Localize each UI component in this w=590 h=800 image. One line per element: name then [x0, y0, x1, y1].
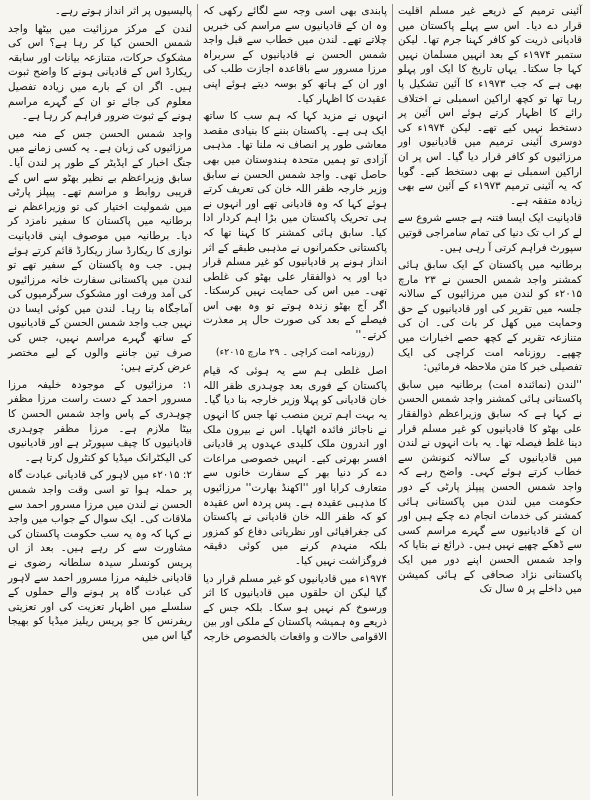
paragraph: انہوں نے مزید کہا کہ ہم سب کا ساتھ ایک ہی ہے۔ پاکستان بننے کا بنیادی مقصد معاشی طور پر انصاف نہ ملنا تھا۔ مذہبی آزادی تو ہمیں متحدہ ہندوستان میں بھی حاصل تھی۔ واجد شمس الحسن نے سابق وزیر خارجہ ظفر اللہ خان کی تعریف کرتے ہوئے کہا کہ وہ قادیانی تھے اور انہوں نے ہی تحریک پاکستان میں بڑا اہم کردار ادا کیا۔ سابق ہائی کمشنر کا کہنا تھا کہ پاکستانی حکمرانوں نے مذہبی طبقے کے اثر انداز ہونے پر قادیانیوں کو غیر مسلم قرار دیا اور یہ ذوالفقار علی بھٹو کی غلطی تھی۔ میں اس کی حمایت نہیں کرسکتا۔ اگر آج بھٹو زندہ ہوتے تو وہ بھی اس فیصلے کے بعد کی صورت حال پر معذرت کرتے۔'' [203, 110, 387, 342]
paragraph: واجد شمس الحسن جس کے منہ میں مرزائیوں کی زبان ہے۔ یہ کسی زمانے میں جنگ اخبار کے ایڈیٹر کے طور پر لندن آیا۔ سابق وزیراعظم بے نظیر بھٹو سے اس کے قریبی روابط و مراسم تھے۔ پیپلز پارٹی میں شمولیت اختیار کی تو وزیراعظم نے برطانیہ میں پاکستان کا سفیر نامزد کر دیا۔ برطانیہ میں موصوف اپنی قادیانیت نوازی کا ریکارڈ ساز ریکارڈ قائم کرتے ہوئے ہیں۔ جب وہ پاکستان کے سفیر تھے تو لندن میں پاکستانی سفارت خانہ مرزائیوں کی آمد ورفت اور مشکوک سرگرمیوں کی آماجگاہ بنا رہا۔ لندن میں کوئی ایسا دن نہیں جب واجد شمس الحسن کے قادیانیوں کے ساتھ گہرے مراسم نہیں، جس کی صرف تین جاننے والوں کے لیے مختصر عرض کرتے ہیں: [8, 127, 192, 374]
paragraph: پابندی بھی اسی وجہ سے لگائے رکھی کہ وہ ان کے قادیانیوں سے مراسم کی خبریں چلاتے تھے۔ لندن میں خطاب سے قبل واجد شمس الحسن نے قادیانیوں کے سربراہ مرزا مسرور سے باقاعدہ اجازت طلب کی اور ان کے ہاتھ کو بوسہ دیتے ہوئے اپنی عقیدت کا اظہار کیا۔ [203, 5, 387, 105]
paragraph: قادیانیت ایک ایسا فتنہ ہے جسے شروع سے لے کر اب تک دنیا کی تمام سامراجی قوتیں سپورٹ فراہم کرتی آ رہی ہیں۔ [398, 212, 582, 254]
paragraph: آئینی ترمیم کے ذریعے غیر مسلم اقلیت قرار دے دیا۔ اس سے پہلے پاکستان میں قادیانی ذریت کو کافر کہنا جرم تھا۔ لیکن ستمبر ۱۹۷۴ء کے بعد انہیں مسلمان نہیں کہا جا سکتا۔ یہاں تاریخ کا ایک اور پہلو بھی ہے کہ جب ۱۹۷۳ء کا آئین تشکیل پا رہا تھا تو کچھ اراکین اسمبلی نے اختلاف رائے کا اظہار کرتے ہوئے اس آئین پر دستخط نہیں کیے تھے۔ لیکن ۱۹۷۴ء کی دوسری آئینی ترمیم میں قادیانیوں اور مرزائیوں کو کافر قرار دیا گیا۔ اس پر ان اراکین اسمبلی نے بھی دستخط کیے۔ گویا کہ یہ آئینی ترمیم ۱۹۷۳ء کے آئین سے بھی زیادہ متفقہ ہے۔ [398, 5, 582, 207]
paragraph: اصل غلطی ہم سے یہ ہوئی کہ قیام پاکستان کے فوری بعد چوہدری ظفر اللہ خان قادیانی کو پہلا وزیر خارجہ بنا دیا گیا۔ یہ بہت اہم ترین منصب تھا جس کا انہوں نے ناجائز فائدہ اٹھایا۔ اس نے بیرون ملک اور اندرون ملک کلیدی عہدوں پر قادیانی افسر بھرتی کیے۔ انہیں خصوصی مراعات دے کر دنیا بھر کے سفارت خانوں سے متعارف کرایا اور ''اکھنڈ بھارت'' مرزائیوں کا مذہبی عقیدہ ہے۔ پس پردہ اس عقیدہ کو کہ ظفر اللہ خان قادیانی نے پاکستان کی جغرافیائی اور نظریاتی دفاع کو کمزور بلکہ منہدم کرنے میں کوئی دقیقہ فروگزاشت نہیں کیا۔ [203, 365, 387, 567]
paragraph: ۱: مرزائیوں کے موجودہ خلیفہ مرزا مسرور احمد کے دست راست مرزا مظفر چوہدری کے پاس واجد شمس الحسن کا بیٹا ملازم ہے۔ مرزا مظفر چوہدری قادیانیوں کا چیف سپورٹر ہے اور قادیانیوں کی الیکٹرانک میڈیا کو کنٹرول کرتا ہے۔ [8, 378, 192, 464]
paragraph: ''لندن (نمائندہ امت) برطانیہ میں سابق پاکستانی ہائی کمشنر واجد شمس الحسن نے کہا ہے کہ سابق وزیراعظم ذوالفقار علی بھٹو کا قادیانیوں کو غیر مسلم قرار دینا غلط فیصلہ تھا۔ یہ بات انہوں نے لندن میں قادیانیوں کے سالانہ کنونشن سے خطاب کرتے ہوئے کہی۔ واضح رہے کہ واجد شمس الحسن پیپلز پارٹی کے دور حکومت میں لندن میں پاکستانی ہائی کمشنر کی خدمات انجام دے چکے ہیں اور ان کے قادیانیوں سے گہرے مراسم کسی سے ڈھکے چھپے نہیں ہیں۔ ذرائع نے بتایا کہ واجد شمس الحسن اپنے دور میں ایک پاکستانی نژاد صحافی کے ہائی کمیشن میں داخلے پر ۵ سال تک [398, 378, 582, 596]
paragraph: ۱۹۷۴ء میں قادیانیوں کو غیر مسلم قرار دیا گیا لیکن ان حلقوں میں قادیانیوں کا اثر ورسوخ کم نہیں ہو سکا۔ بلکہ جس کے ذریعے وہ ہمیشہ پاکستان کے ملکی اور بین الاقوامی حالات و واقعات بالخصوص خارجہ [203, 572, 387, 643]
paragraph: لندن کے مرکز مرزائیت میں بیٹھا واجد شمس الحسن کیا کر رہا ہے؟ اس کی مشکوک حرکات، متنازعہ بیانات اور سابقہ ریکارڈ اس کے قادیانی ہونے کا واضح ثبوت ہیں۔ اگر ان کے بارے میں زیادہ تفصیل معلوم کی جائے تو ان کے گہرے مراسم ہونے کے ثبوت ضرور فراہم کر رہا ہے۔ [8, 22, 192, 123]
article-column-2 [198, 4, 393, 796]
paragraph: پالیسیوں پر اثر انداز ہوتے رہے۔ [54, 5, 192, 17]
article-column-3 [3, 4, 198, 796]
paragraph: برطانیہ میں پاکستان کے ایک سابق ہائی کمشنر واجد شمس الحسن نے ۲۳ مارچ ۲۰۱۵ء کو لندن میں مرزائیوں کے سالانہ جلسہ میں تقریر کی اور قادیانیوں کے حق وحمایت میں کھل کر بات کی۔ ان کی متنازعہ تقریر کے کچھ حصے اخبارات میں چھپے۔ روزنامہ امت کراچی کی ایک تفصیلی خبر کا متن ملاحظہ فرمائیں: [398, 259, 582, 374]
article-column-1 [393, 4, 587, 796]
source-citation: (روزنامہ امت کراچی ۔ ۲۹ مارچ ۲۰۱۵ء) [215, 346, 375, 358]
paragraph: ۲: ۲۰۱۵ء میں لاہور کی قادیانی عبادت گاہ پر حملہ ہوا تو اسی وقت واجد شمس الحسن نے لندن میں مرزا مسرور احمد سے ملاقات کی۔ ایک سوال کے جواب میں واجد نے کہا کہ وہ یہ سب حکومت پاکستان کی مشاورت سے کر رہے ہیں۔ بعد از اں پریس کونسلر سیدہ سلطانہ رضوی نے قادیانی خلیفہ مرزا مسرور احمد سے لاہور کی عبادت گاہ پر ہونے والے حملوں کے سلسلے میں اظہار تعزیت کی اور تعزیتی ریفرنس کا جو پریس ریلیز میڈیا کو بھیجا گیا اس میں [8, 469, 192, 642]
